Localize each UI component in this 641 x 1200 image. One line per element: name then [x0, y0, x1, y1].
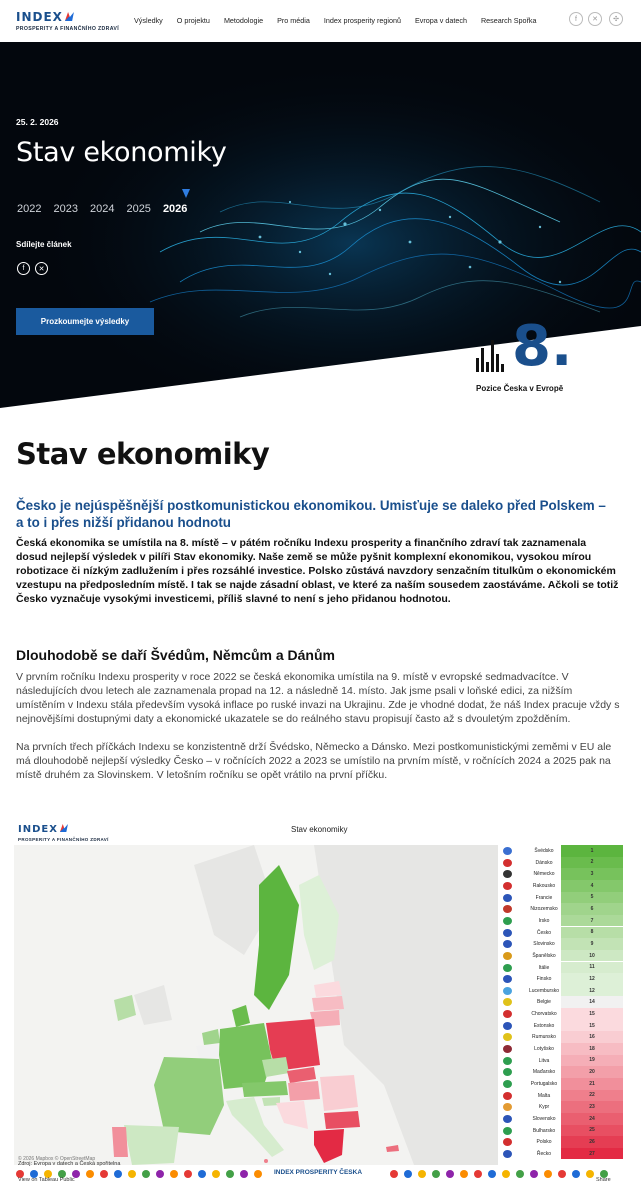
footer-decoration-icon — [404, 1170, 412, 1178]
ranking-row[interactable] — [501, 868, 625, 880]
footer-decoration-icon — [558, 1170, 566, 1178]
rank-cell: 3 — [561, 868, 623, 880]
footer-decoration-icon — [184, 1170, 192, 1178]
footer-decoration-icon — [128, 1170, 136, 1178]
share-x-icon[interactable]: ✕ — [35, 262, 48, 275]
year-tab-2026[interactable]: 2026 — [162, 203, 188, 215]
country-flag-icon — [503, 1127, 512, 1135]
country-name: Řecko — [536, 1150, 552, 1157]
site-header — [0, 0, 641, 42]
country-flag-icon — [503, 847, 512, 855]
rank-cell: 6 — [561, 903, 623, 915]
rank-badge — [476, 314, 573, 379]
country-flag-icon — [503, 1115, 512, 1123]
ranking-row[interactable] — [501, 996, 625, 1008]
year-tab-2024[interactable]: 2024 — [89, 203, 115, 215]
logo-subtitle: PROSPERITY A FINANČNÍHO ZDRAVÍ — [16, 26, 120, 32]
active-year-marker-icon — [182, 189, 190, 198]
bar-chart-icon — [476, 336, 504, 372]
ranking-row[interactable] — [501, 1020, 625, 1032]
map-credit: © 2026 Mapbox © OpenStreetMap — [18, 1156, 96, 1162]
footer-decoration-icon — [418, 1170, 426, 1178]
ranking-row[interactable] — [501, 985, 625, 997]
slovakia-shape — [287, 1067, 316, 1083]
austria-shape — [242, 1081, 288, 1097]
view-on-tableau-link[interactable]: View on Tableau Public — [18, 1177, 75, 1183]
rank-cell: 16 — [561, 1031, 623, 1043]
country-name: Polsko — [536, 1139, 552, 1146]
footer-decoration-icon — [502, 1170, 510, 1178]
ranking-row[interactable] — [501, 1125, 625, 1137]
country-flag-icon — [503, 1138, 512, 1146]
malta-shape — [264, 1159, 268, 1163]
ranking-row[interactable] — [501, 1078, 625, 1090]
share-label: Sdílejte článek — [16, 240, 72, 249]
greece-shape — [314, 1129, 344, 1163]
footer-decoration-icon — [544, 1170, 552, 1178]
rank-label: Pozice Česka v Evropě — [476, 384, 564, 393]
country-flag-icon — [503, 952, 512, 960]
ranking-row[interactable] — [501, 903, 625, 915]
paragraph-2: Na prvních třech příčkách Indexu se konzistentně drží Švédsko, Německo a Dánsko. Mezi postkomunistickými zeměmi v EU ale má dlouhodobě nejlepší výsledky Česko – v ročnících 2022 a 2023 se umístilo na prvním místě, v ročnících 2024 a 2025 pak na místě druhém za Slovinskem. V letošním ročníku se opět vrátilo na první příčku. — [16, 741, 612, 781]
country-name: Malta — [537, 1092, 551, 1099]
ranking-row[interactable] — [501, 892, 625, 904]
viz-title: Stav ekonomiky — [291, 825, 348, 834]
article-date: 25. 2. 2026 — [16, 117, 59, 127]
footer-decoration-icon — [114, 1170, 122, 1178]
country-flag-icon — [503, 1045, 512, 1053]
portugal-shape — [112, 1127, 128, 1157]
ranking-row[interactable] — [501, 857, 625, 869]
footer-decoration-icon — [240, 1170, 248, 1178]
footer-decoration-icon — [530, 1170, 538, 1178]
country-name: Irsko — [538, 917, 550, 924]
country-flag-icon — [503, 964, 512, 972]
ranking-row[interactable] — [501, 1066, 625, 1078]
belgium-shape — [196, 1044, 219, 1059]
country-name: Belgie — [537, 999, 551, 1006]
ranking-row[interactable] — [501, 962, 625, 974]
rank-cell: 1 — [561, 845, 623, 857]
country-name: Lucembursko — [528, 987, 559, 994]
viz-source: Zdroj: Evropa v datech a Česká spořitelna — [18, 1161, 121, 1167]
rank-cell: 15 — [561, 1020, 623, 1032]
rank-cell: 19 — [561, 1055, 623, 1067]
country-flag-icon — [503, 1103, 512, 1111]
country-name: Francie — [535, 894, 553, 901]
footer-decoration-icon — [100, 1170, 108, 1178]
country-name: Rumunsko — [532, 1034, 556, 1041]
country-flag-icon — [503, 1022, 512, 1030]
paragraph-1: V prvním ročníku Indexu prosperity v roce 2022 se česká ekonomika umístila na 9. místě v evropské sedmadvacítce. V následujících dvou letech ale zaznamenala propad na 12. a následně 14. místo. Jak jsme psali v loňské edici, za nižším umístěním v Indexu stála především vysoká inflace po ruské invazi na Ukrajinu. Zde je vhodné dodat, že náš Index pracuje vždy s nejnovějšími dostupnými daty a ekonomické ukazatele se do reálného stavu propisují často až s dvouletým zpožděním. — [16, 671, 620, 725]
article-title: Stav ekonomiky — [16, 437, 270, 471]
facebook-icon[interactable]: f — [569, 12, 583, 26]
italy-shape — [226, 1097, 284, 1157]
rank-number: 8. — [512, 314, 573, 379]
country-flag-icon — [503, 975, 512, 983]
ranking-row[interactable] — [501, 938, 625, 950]
uk-shape — [134, 985, 172, 1025]
explore-results-button[interactable]: Prozkoumejte výsledky — [16, 308, 154, 335]
viz-footer — [14, 1167, 627, 1195]
bulgaria-shape — [324, 1111, 360, 1129]
year-tabs — [17, 203, 187, 215]
footer-decoration-icon — [226, 1170, 234, 1178]
romania-shape — [320, 1075, 358, 1111]
ireland-shape — [114, 995, 136, 1021]
country-flag-icon — [503, 882, 512, 890]
country-flag-icon — [503, 1068, 512, 1076]
country-name: Česko — [536, 929, 552, 936]
rank-cell: 21 — [561, 1078, 623, 1090]
footer-decoration-icon — [142, 1170, 150, 1178]
rank-cell: 14 — [561, 996, 623, 1008]
rank-cell: 12 — [561, 973, 623, 985]
ranking-row[interactable] — [501, 1055, 625, 1067]
country-flag-icon — [503, 905, 512, 913]
section-heading: Dlouhodobě se daří Švédům, Němcům a Dánům — [16, 647, 335, 663]
viz-logo-word: INDEX — [18, 824, 58, 835]
country-flag-icon — [503, 894, 512, 902]
ranking-row[interactable] — [501, 1043, 625, 1055]
rank-cell: 22 — [561, 1090, 623, 1102]
choropleth-map[interactable] — [14, 845, 498, 1165]
germany-shape — [219, 1023, 272, 1089]
country-name: Slovinsko — [533, 941, 555, 948]
country-name: Portugalsko — [530, 1081, 558, 1087]
rank-cell: 25 — [561, 1125, 623, 1137]
logo-word: INDEX — [16, 10, 63, 24]
viz-logo-subtitle: PROSPERITY A FINANČNÍHO ZDRAVÍ — [18, 837, 109, 842]
country-flag-icon — [503, 859, 512, 867]
year-tab-2025[interactable]: 2025 — [126, 203, 151, 215]
country-flag-icon — [503, 917, 512, 925]
hungary-shape — [288, 1081, 320, 1101]
footer-decoration-icon — [446, 1170, 454, 1178]
country-flag-icon — [503, 1010, 512, 1018]
viz-logo — [18, 820, 109, 843]
country-name: Lotyšsko — [534, 1046, 554, 1053]
ranking-row[interactable] — [501, 1008, 625, 1020]
country-name: Litva — [538, 1057, 550, 1064]
country-flag-icon — [503, 1057, 512, 1065]
viz-logo-mark-icon — [60, 824, 68, 832]
croatia-shape — [276, 1101, 308, 1129]
country-flag-icon — [503, 987, 512, 995]
country-name: Estonsko — [533, 1022, 555, 1029]
footer-decoration-icon — [572, 1170, 580, 1178]
country-flag-icon — [503, 998, 512, 1006]
footer-decoration-icon — [212, 1170, 220, 1178]
article-perex: Česká ekonomika se umístila na 8. místě – v pátém ročníku Indexu prosperity a finančního zdraví tak zaznamenala dosud nejlepší výsledek v pilíři Stav ekonomiky. Naše země se může pyšnit komplexní ekonomikou, vysokou mírou robotizace či nízkým zadlužením i přes rozsáhlé investice. Polsko zůstává navzdory senzačním titulkům o ekonomickém vzestupu na předposledním místě. I tak se najde zásadní oblast, ve které za naším sousedem zaostáváme. Ačkoli se totiž Česko vyznačuje vysokými investicemi, příliš slavné to není s jeho přidanou hodnotou. — [16, 537, 619, 605]
country-name: Maďarsko — [532, 1069, 556, 1076]
europe-map[interactable] — [14, 845, 498, 1165]
estonia-shape — [314, 981, 342, 997]
country-name: Finsko — [536, 976, 552, 983]
rank-cell: 23 — [561, 1101, 623, 1113]
nav-item-metodologie[interactable]: Metodologie — [223, 16, 264, 25]
country-name: Španělsko — [532, 952, 556, 959]
tableau-embed[interactable] — [14, 815, 627, 1195]
nav-item-evropa-v-datech[interactable]: Evropa v datech — [415, 16, 467, 25]
rank-cell: 2 — [561, 857, 623, 869]
rank-cell: 5 — [561, 892, 623, 904]
year-tab-2023[interactable]: 2023 — [53, 203, 78, 215]
rank-cell: 8 — [561, 927, 623, 939]
footer-decoration-icon — [170, 1170, 178, 1178]
ranking-row[interactable] — [501, 915, 625, 927]
rank-cell: 24 — [561, 1113, 623, 1125]
footer-decoration-icon — [156, 1170, 164, 1178]
ranking-row[interactable] — [501, 973, 625, 985]
country-name: Chorvatsko — [531, 1011, 557, 1018]
country-flag-icon — [503, 870, 512, 878]
x-icon[interactable]: ✕ — [588, 12, 602, 26]
netherlands-shape — [202, 1029, 220, 1045]
year-tab-2022[interactable]: 2022 — [17, 203, 42, 215]
footer-decoration-icon — [86, 1170, 94, 1178]
rank-cell: 27 — [561, 1148, 623, 1160]
country-name: Švédsko — [534, 848, 554, 854]
footer-decoration-icon — [198, 1170, 206, 1178]
logo-mark-icon — [65, 12, 74, 21]
czechia-shape — [262, 1057, 289, 1077]
share-facebook-icon[interactable]: f — [17, 262, 30, 275]
country-name: Kypr — [538, 1104, 550, 1111]
ranking-row[interactable] — [501, 880, 625, 892]
footer-decoration-icon — [390, 1170, 398, 1178]
sweden-shape — [254, 865, 299, 1010]
country-flag-icon — [503, 1092, 512, 1100]
footer-decoration-icon — [488, 1170, 496, 1178]
country-name: Rakousko — [532, 882, 556, 889]
ranking-row[interactable] — [501, 1090, 625, 1102]
country-name: Nizozemsko — [530, 906, 558, 913]
nav-item-index-regionu[interactable]: Index prosperity regionů — [323, 16, 401, 25]
country-name: Bulharsko — [532, 1127, 556, 1134]
footer-decoration-icon — [254, 1170, 262, 1178]
rank-cell: 18 — [561, 1043, 623, 1055]
country-name: Dánsko — [535, 859, 553, 866]
country-flag-icon — [503, 1150, 512, 1158]
share-icon[interactable]: ✣ — [609, 12, 623, 26]
ranking-row[interactable] — [501, 845, 625, 857]
latvia-shape — [312, 996, 344, 1011]
footer-decoration-icon — [460, 1170, 468, 1178]
viz-share-button[interactable]: Share — [596, 1177, 611, 1183]
rank-cell: 15 — [561, 1008, 623, 1020]
nav-item-research[interactable]: Research Spořka — [480, 16, 537, 25]
cyprus-shape — [386, 1145, 399, 1152]
article-lead: Česko je nejúspěšnější postkomunistickou ekonomikou. Umisťuje se daleko před Polskem – a to i přes nižší přidanou hodnotu — [16, 498, 606, 530]
nav-item-o-projektu[interactable]: O projektu — [176, 16, 210, 25]
denmark-shape — [232, 1005, 250, 1027]
country-flag-icon — [503, 1033, 512, 1041]
rank-cell: 10 — [561, 950, 623, 962]
country-name: Itálie — [538, 964, 550, 971]
rank-cell: 20 — [561, 1066, 623, 1078]
nav-item-pro-media[interactable]: Pro média — [277, 16, 310, 25]
ranking-row[interactable] — [501, 1031, 625, 1043]
ranking-row[interactable] — [501, 1136, 625, 1148]
footer-decoration-icon — [474, 1170, 482, 1178]
main-nav — [134, 16, 536, 25]
footer-decoration-icon — [586, 1170, 594, 1178]
nav-item-vysledky[interactable]: Výsledky — [134, 16, 163, 25]
rank-cell: 12 — [561, 985, 623, 997]
ranking-row[interactable] — [501, 950, 625, 962]
footer-decoration-icon — [432, 1170, 440, 1178]
country-flag-icon — [503, 929, 512, 937]
ranking-row[interactable] — [501, 1101, 625, 1113]
country-name: Německo — [533, 871, 555, 878]
ranking-row[interactable] — [501, 927, 625, 939]
ranking-row[interactable] — [501, 1148, 625, 1160]
hero-title: Stav ekonomiky — [16, 137, 227, 168]
country-flag-icon — [503, 940, 512, 948]
country-name: Slovensko — [532, 1115, 556, 1122]
footer-decoration-icon — [516, 1170, 524, 1178]
country-flag-icon — [503, 1080, 512, 1088]
france-shape — [154, 1057, 224, 1135]
footer-logo: INDEX PROSPERITY ČESKA — [274, 1169, 363, 1176]
ranking-row[interactable] — [501, 1113, 625, 1125]
rank-cell: 9 — [561, 938, 623, 950]
rank-cell: 11 — [561, 962, 623, 974]
site-logo[interactable] — [16, 9, 119, 32]
rank-cell: 4 — [561, 880, 623, 892]
rank-cell: 7 — [561, 915, 623, 927]
spain-shape — [124, 1125, 179, 1165]
rank-cell: 26 — [561, 1136, 623, 1148]
